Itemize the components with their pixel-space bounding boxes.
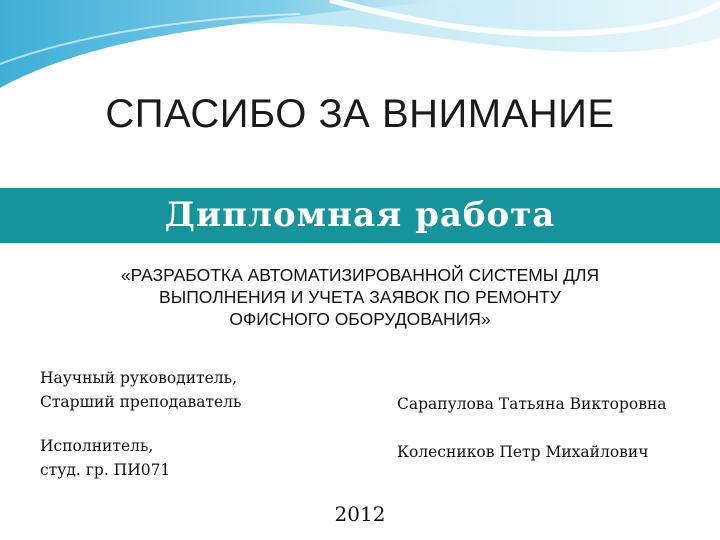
topic-line: ОФИСНОГО ОБОРУДОВАНИЯ»	[229, 309, 491, 329]
supervisor-label-line: Научный руководитель,	[40, 369, 238, 387]
author-label-line: Исполнитель,	[40, 437, 154, 455]
supervisor-name: Сарапулова Татьяна Викторовна	[397, 395, 667, 413]
thesis-topic	[40, 264, 680, 330]
slide-title: СПАСИБО ЗА ВНИМАНИЕ	[105, 92, 615, 136]
supervisor-label-line: Старший преподаватель	[40, 393, 242, 411]
band-title: Дипломная работа	[164, 195, 556, 235]
topic-line: «РАЗРАБОТКА АВТОМАТИЗИРОВАННОЙ СИСТЕМЫ ДЛЯ	[120, 265, 600, 285]
supervisor-label	[40, 366, 241, 414]
topic-line: ВЫПОЛНЕНИЯ И УЧЕТА ЗАЯВОК ПО РЕМОНТУ	[159, 287, 561, 307]
author-label	[40, 434, 170, 482]
author-name: Колесников Петр Михайлович	[397, 443, 649, 461]
year: 2012	[334, 502, 386, 526]
author-label-line: студ. гр. ПИ071	[40, 461, 171, 479]
